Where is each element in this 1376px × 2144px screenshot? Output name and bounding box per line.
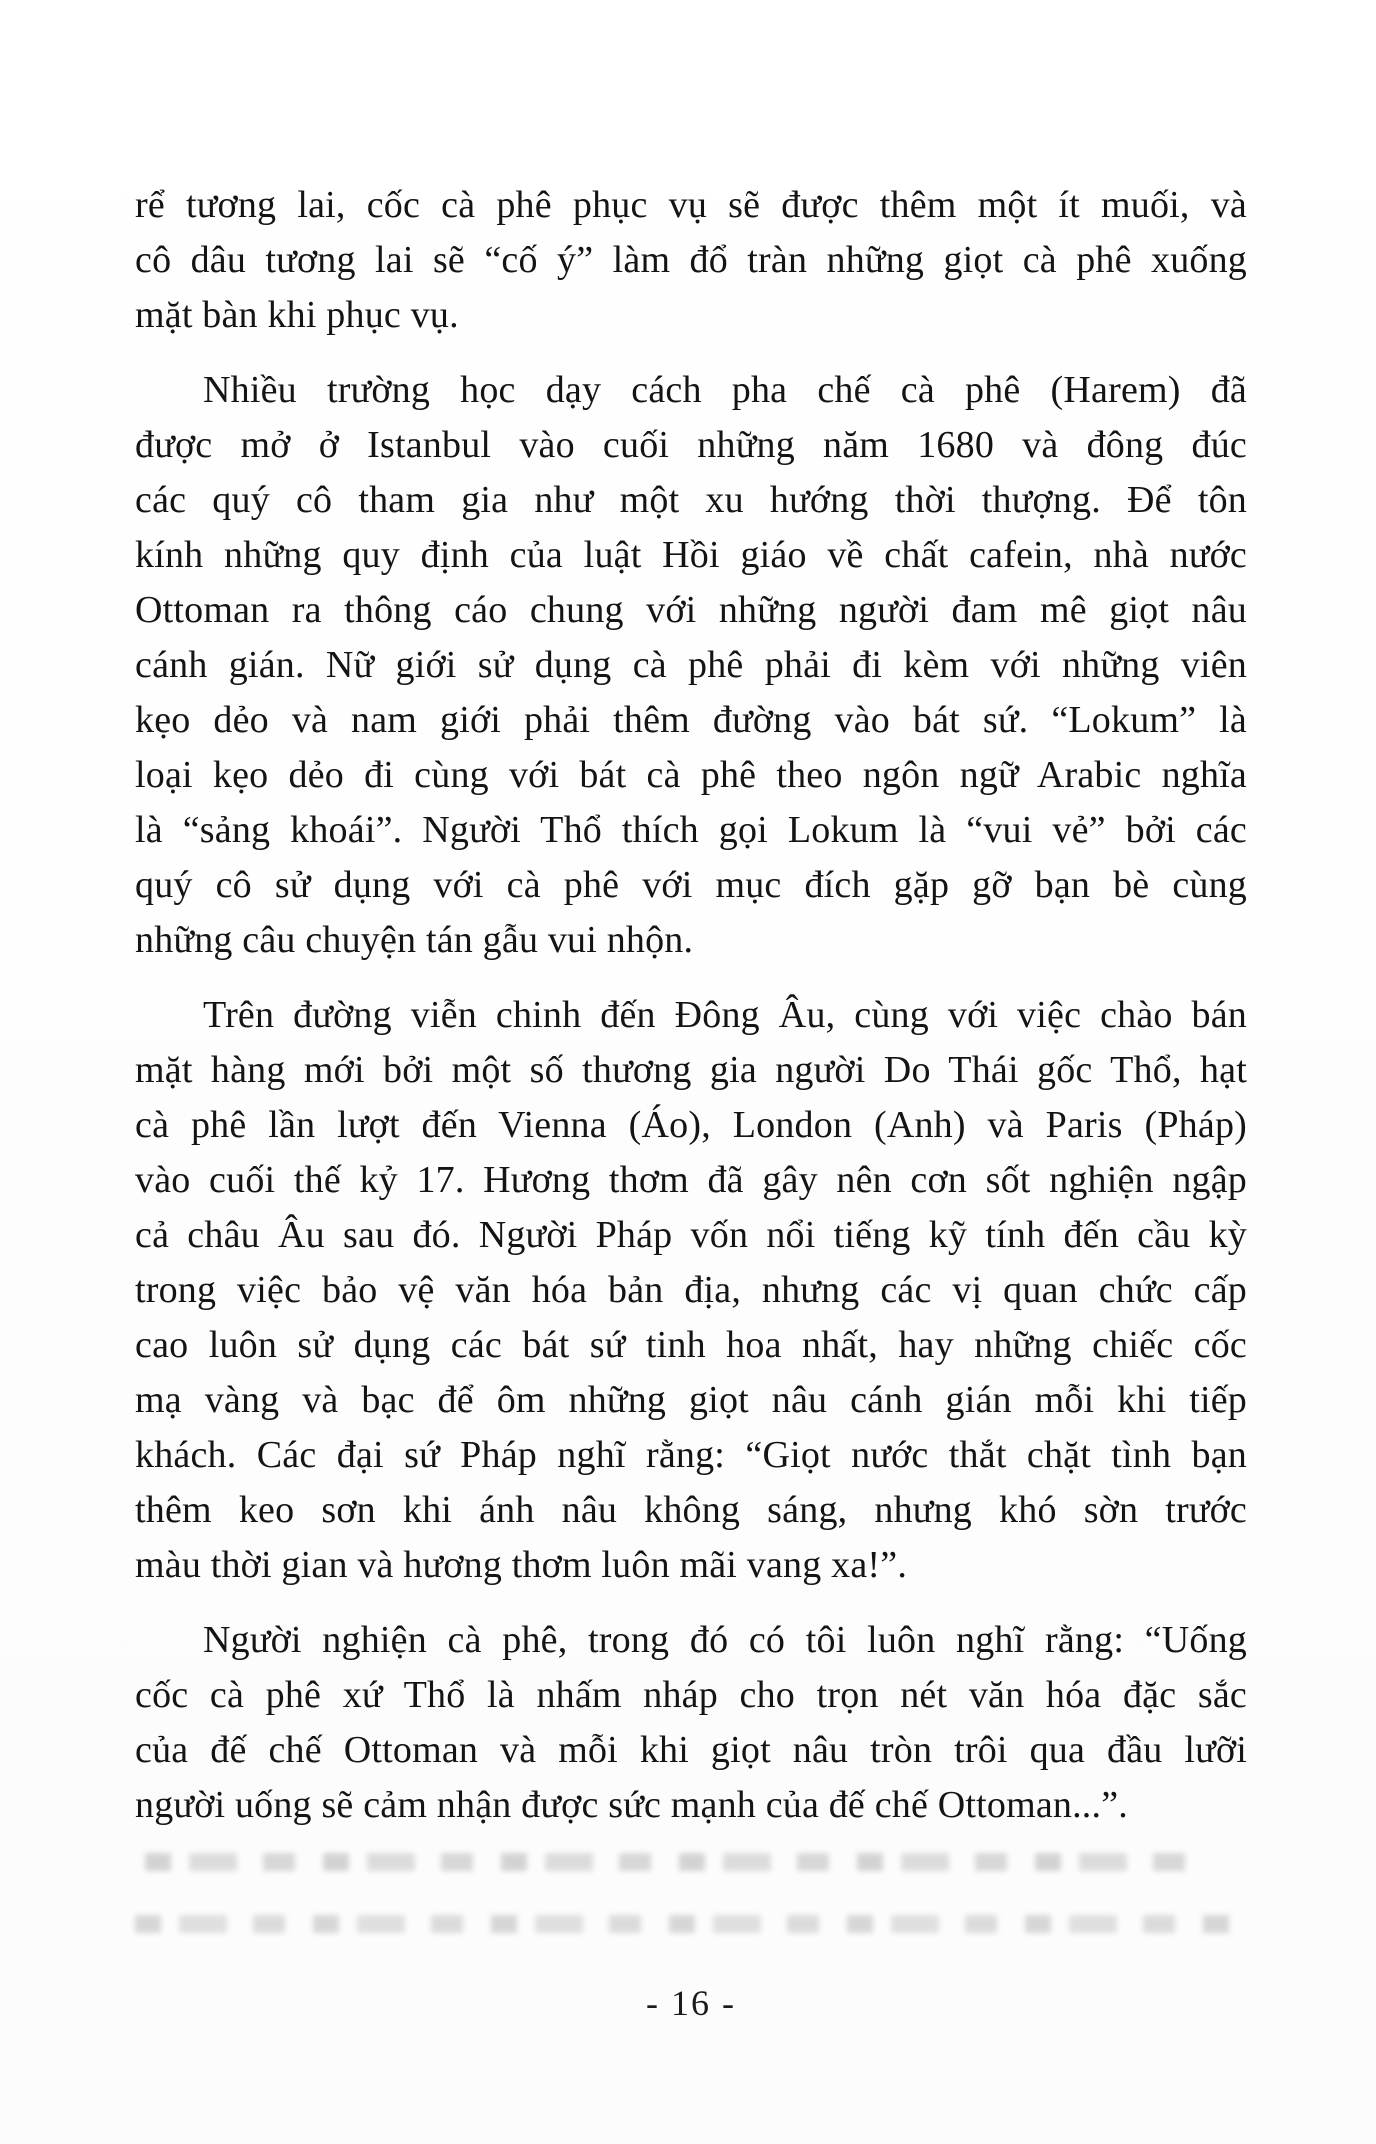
text-line: Ottoman ra thông cáo chung với những người đam mê giọt nâu (135, 589, 1247, 631)
bleed-through-line (145, 1853, 1205, 1871)
text-line: mặt hàng mới bởi một số thương gia người Do Thái gốc Thổ, hạt (135, 1049, 1247, 1091)
bleed-through-line (135, 1915, 1235, 1933)
text-line: cốc cà phê xứ Thổ là nhấm nháp cho trọn nét văn hóa đặc sắc (135, 1674, 1247, 1716)
text-line: là “sảng khoái”. Người Thổ thích gọi Lokum là “vui vẻ” bởi các (135, 809, 1247, 851)
text-line: của đế chế Ottoman và mỗi khi giọt nâu tròn trôi qua đầu lưỡi (135, 1729, 1247, 1771)
text-line: màu thời gian và hương thơm luôn mãi vang xa!”. (135, 1544, 908, 1586)
text-line: quý cô sử dụng với cà phê với mục đích gặp gỡ bạn bè cùng (135, 864, 1247, 906)
text-line: mặt bàn khi phục vụ. (135, 294, 459, 336)
text-line: thêm keo sơn khi ánh nâu không sáng, nhưng khó sờn trước (135, 1489, 1247, 1531)
text-line: kính những quy định của luật Hồi giáo về chất cafein, nhà nước (135, 534, 1247, 576)
paragraph (135, 1613, 1247, 1833)
text-line: cà phê lần lượt đến Vienna (Áo), London (Anh) và Paris (Pháp) (135, 1104, 1247, 1146)
page-number: - 16 - (646, 1983, 736, 2023)
text-line: cả châu Âu sau đó. Người Pháp vốn nổi tiếng kỹ tính đến cầu kỳ (135, 1214, 1247, 1256)
text-line: Trên đường viễn chinh đến Đông Âu, cùng với việc chào bán (203, 994, 1247, 1036)
text-line: cánh gián. Nữ giới sử dụng cà phê phải đi kèm với những viên (135, 644, 1247, 686)
paragraph (135, 988, 1247, 1593)
text-block (135, 178, 1247, 2023)
text-line: trong việc bảo vệ văn hóa bản địa, nhưng các vị quan chức cấp (135, 1269, 1247, 1311)
text-line: kẹo dẻo và nam giới phải thêm đường vào bát sứ. “Lokum” là (135, 699, 1247, 741)
text-line: loại kẹo dẻo đi cùng với bát cà phê theo ngôn ngữ Arabic nghĩa (135, 754, 1247, 796)
text-line: vào cuối thế kỷ 17. Hương thơm đã gây nên cơn sốt nghiện ngập (135, 1159, 1247, 1201)
text-line: người uống sẽ cảm nhận được sức mạnh của đế chế Ottoman...”. (135, 1784, 1128, 1826)
text-line: Người nghiện cà phê, trong đó có tôi luôn nghĩ rằng: “Uống (203, 1619, 1247, 1661)
text-line: các quý cô tham gia như một xu hướng thời thượng. Để tôn (135, 479, 1247, 521)
text-line: được mở ở Istanbul vào cuối những năm 1680 và đông đúc (135, 424, 1247, 466)
text-line: mạ vàng và bạc để ôm những giọt nâu cánh gián mỗi khi tiếp (135, 1379, 1247, 1421)
text-line: rể tương lai, cốc cà phê phục vụ sẽ được thêm một ít muối, và (135, 184, 1247, 226)
text-line: cao luôn sử dụng các bát sứ tinh hoa nhất, hay những chiếc cốc (135, 1324, 1247, 1366)
paragraph (135, 363, 1247, 968)
text-line: khách. Các đại sứ Pháp nghĩ rằng: “Giọt nước thắt chặt tình bạn (135, 1434, 1247, 1476)
text-line: cô dâu tương lai sẽ “cố ý” làm đổ tràn những giọt cà phê xuống (135, 239, 1247, 281)
paragraph (135, 178, 1247, 343)
text-line: những câu chuyện tán gẫu vui nhộn. (135, 919, 694, 961)
text-line: Nhiều trường học dạy cách pha chế cà phê (Harem) đã (203, 369, 1247, 411)
